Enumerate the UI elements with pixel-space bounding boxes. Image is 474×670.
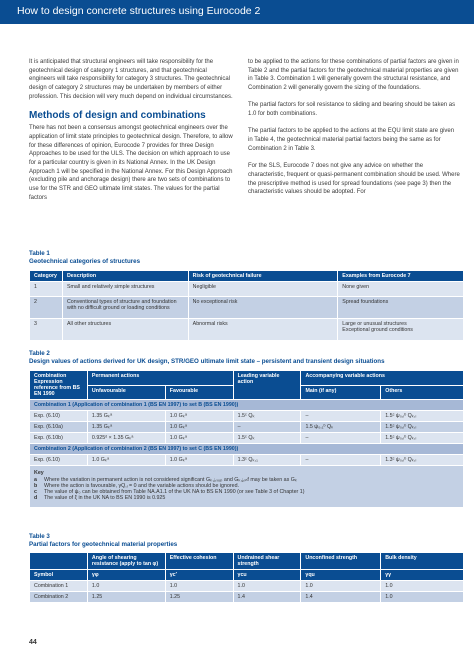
table3-header-cell: Undrained shear strength (233, 553, 301, 570)
right-paragraph-1: to be applied to the actions for these combinations of partial factors are given in Table 2 and the partial factors for the geotechnical material properties are given in Table 3. Combination 1 will generally govern the structural resistance, and Combination 2 will generally govern the sizing of the foundations. (248, 59, 459, 92)
table-row (30, 581, 464, 592)
table-cell: 1.3ᶜ ψ₀,ᵢᵇ Qₖ,ᵢ (381, 455, 464, 466)
table-cell: 1.5ᶜ Qₖ (233, 433, 301, 444)
table-cell: Abnormal risks (188, 319, 338, 341)
table1-header-cell: Risk of geotechnical failure (188, 271, 338, 282)
right-paragraph-4: For the SLS, Eurocode 7 does not give any advice on whether the characteristic, frequent or quasi-permanent combination should be used. Where the prescriptive method is used for spread foundations (see page 3) then the characteristic values should be adopted. For (248, 163, 460, 196)
page-header-bar (0, 0, 474, 24)
key-letter: b (34, 483, 38, 489)
table1-header-cell: Examples from Eurocode 7 (338, 271, 464, 282)
table3 (29, 552, 464, 603)
table-cell: 1.5ᶜ Qₖ (233, 411, 301, 422)
table-cell: Exp. (6.10) (30, 455, 88, 466)
table-cell: Negligible (188, 282, 338, 297)
table-cell: 2 (30, 297, 63, 319)
table1-header-cell: Description (62, 271, 188, 282)
table3-header-cell: Unconfined strength (301, 553, 381, 570)
left-paragraph-2: There has not been a consensus amongst geotechnical engineers over the application of limit state principles to geotechnical design. Therefore, to allow for these differences of opinion, Eurocode 7 provides for three Design Approaches to be used for the ULS. The decision on which approach to use for a particular country is given in its National Annex. In the UK Design Approach 1 will be specified in the National Annex. For this Design Approach (excluding pile and anchorage design) there are two sets of combinations to use for the STR and GEO ultimate limit states. The values for the partial factors (29, 125, 233, 201)
table-cell: 0.925ᵈ × 1.35 Gₖᵃ (87, 433, 165, 444)
table-cell: All other structures (62, 319, 188, 341)
table1-caption: Geotechnical categories of structures (29, 257, 141, 265)
table-cell: 1.0 (233, 581, 301, 592)
table-row (30, 411, 464, 422)
table2-header-favourable: Favourable (165, 385, 233, 400)
table2-band-combination1: Combination 1 (Application of combination 1 (BS EN 1997) to set B (BS EN 1990)) (30, 400, 464, 411)
table2-header-leading: Leading variable action (233, 371, 301, 400)
table2-label: Table 2 (29, 350, 50, 357)
left-paragraph-1: It is anticipated that structural engineers will take responsibility for the geotechnical design of category 1 structures, and that geotechnical engineers will take responsibility for category 3 structures. The geotechnical design of category 2 structures may be undertaken by members of either profession. This decision will very much depend on individual circumstances. (29, 59, 233, 100)
table-cell: 1.3ᶜ Qₖ,₁ (233, 455, 301, 466)
right-paragraph-2: The partial factors for soil resistance to sliding and bearing should be taken as 1.0 for both combinations. (248, 102, 456, 118)
table-row (30, 282, 464, 297)
table-cell: Combination 2 (30, 592, 88, 603)
key-text: The value of ψ₀ can be obtained from Table NA.A1.1 of the UK NA to BS EN 1990 (or see Table 3 of Chapter 1) (44, 489, 305, 495)
key-text: Where the variation in permanent action is not considered significant Gₖ,ⱼ,ₛᵤₚ and Gₖ,ⱼ,ᵢₙf may be taken as Gₖ (44, 477, 298, 483)
table2-band-combination2: Combination 2 (Application of combination 2 (BS EN 1997) to set C (BS EN 1990)) (30, 444, 464, 455)
table-cell: 1.0 (87, 581, 165, 592)
table-cell: 1.0 Gₖᵃ (165, 411, 233, 422)
table-cell: – (301, 433, 381, 444)
table2-key-title: Key (34, 470, 44, 476)
table-cell: – (301, 411, 381, 422)
key-letter: a (34, 477, 37, 483)
table2-header-others: Others (381, 385, 464, 400)
table2-header-main: Main (if any) (301, 385, 381, 400)
table1-title (29, 250, 140, 265)
table-cell: – (301, 455, 381, 466)
table2-header-unfavourable: Unfavourable (87, 385, 165, 400)
table3-symbol-cell: γcu (233, 570, 301, 581)
table-cell: 1.0 (381, 581, 464, 592)
table-cell: 1.25 (165, 592, 233, 603)
table-cell: 1.0 (165, 581, 233, 592)
table-cell: 1.0 Gₖᵃ (165, 422, 233, 433)
table3-symbol-cell: γφ (87, 570, 165, 581)
page-number: 44 (29, 639, 37, 646)
table-cell: Exp. (6.10a) (30, 422, 88, 433)
key-text: Where the action is favourable, γQ,ᵢ = 0 and the variable actions should be ignored. (44, 483, 240, 489)
table3-header-cell: Angle of shearing resistance (apply to tan φ) (87, 553, 165, 570)
table-row (30, 433, 464, 444)
table3-title (29, 533, 177, 548)
table2-title (29, 350, 385, 365)
table-cell: 1.0 (381, 592, 464, 603)
table-cell: 1.5ᶜ ψ₀,ᵢᵇ Qₖ,ᵢ (381, 433, 464, 444)
table2-header-combination: Combination Expression reference from BS EN 1990 (30, 371, 88, 400)
table3-header-cell: Effective cohesion (165, 553, 233, 570)
table1-header-cell: Category (30, 271, 63, 282)
table2 (29, 370, 464, 508)
left-column (29, 58, 234, 211)
table3-header-cell: Bulk density (381, 553, 464, 570)
table-cell: Large or unusual structures Exceptional ground conditions (338, 319, 464, 341)
table-cell: 1.4 (233, 592, 301, 603)
table3-label: Table 3 (29, 533, 50, 540)
table3-symbol-cell: γqu (301, 570, 381, 581)
table-cell: 1.5ᶜ ψ₀,ᵢᵇ Qₖ,ᵢ (381, 411, 464, 422)
table-cell: 1.0 (301, 581, 381, 592)
table-cell: 1.35 Gₖᵃ (87, 422, 165, 433)
table-cell: – (233, 422, 301, 433)
table2-key (30, 466, 464, 508)
table2-header-accompanying: Accompanying variable actions (301, 371, 464, 386)
table-cell: Exp. (6.10b) (30, 433, 88, 444)
table-cell: 1.5ᶜ ψ₀,ᵢᵇ Qₖ,ᵢ (381, 422, 464, 433)
table-row (30, 422, 464, 433)
table3-symbol-cell: γγ (381, 570, 464, 581)
key-letter: c (34, 489, 37, 495)
table-cell: 1.25 (87, 592, 165, 603)
table2-header-permanent: Permanent actions (87, 371, 233, 386)
table-cell: 1.5 ψ₀,₁ᵇ Qₖ (301, 422, 381, 433)
table1-label: Table 1 (29, 250, 50, 257)
table3-header-cell (30, 553, 88, 570)
page-header-title: How to design concrete structures using Eurocode 2 (17, 5, 261, 17)
table-cell: No exceptional risk (188, 297, 338, 319)
table2-caption: Design values of actions derived for UK design, STR/GEO ultimate limit state – persistent and transient design situations (29, 357, 385, 365)
table-cell: 1.0 Gₖᵃ (165, 433, 233, 444)
right-column (248, 58, 460, 206)
table-cell: 1 (30, 282, 63, 297)
table-cell: 1.4 (301, 592, 381, 603)
right-paragraph-3: The partial factors to be applied to the actions at the EQU limit state are given in Table 4, the geotechnical material partial factors being the same as for Combination 2 in Table 3. (248, 128, 455, 152)
table-cell: Spread foundations (338, 297, 464, 319)
table-cell: Small and relatively simple structures (62, 282, 188, 297)
table-row (30, 592, 464, 603)
table-cell: None given (338, 282, 464, 297)
table-row (30, 455, 464, 466)
table-cell: Exp. (6.10) (30, 411, 88, 422)
table3-caption: Partial factors for geotechnical material properties (29, 540, 178, 548)
table-cell: 3 (30, 319, 63, 341)
table1 (29, 270, 464, 341)
key-letter: d (34, 495, 38, 501)
key-text: The value of ξ in the UK NA to BS EN 1990 is 0.925 (44, 495, 166, 501)
table2-key-row (34, 495, 459, 501)
table3-symbol-label: Symbol (30, 570, 88, 581)
table3-symbol-cell: γc′ (165, 570, 233, 581)
table-cell: Combination 1 (30, 581, 88, 592)
table-cell: 1.35 Gₖᵃ (87, 411, 165, 422)
table-row (30, 297, 464, 319)
table-cell: Conventional types of structure and foundation with no difficult ground or loading conditions (62, 297, 188, 319)
table-cell: 1.0 Gₖᵃ (87, 455, 165, 466)
table-row (30, 319, 464, 341)
table-cell: 1.0 Gₖᵃ (165, 455, 233, 466)
section-heading: Methods of design and combinations (29, 110, 206, 122)
